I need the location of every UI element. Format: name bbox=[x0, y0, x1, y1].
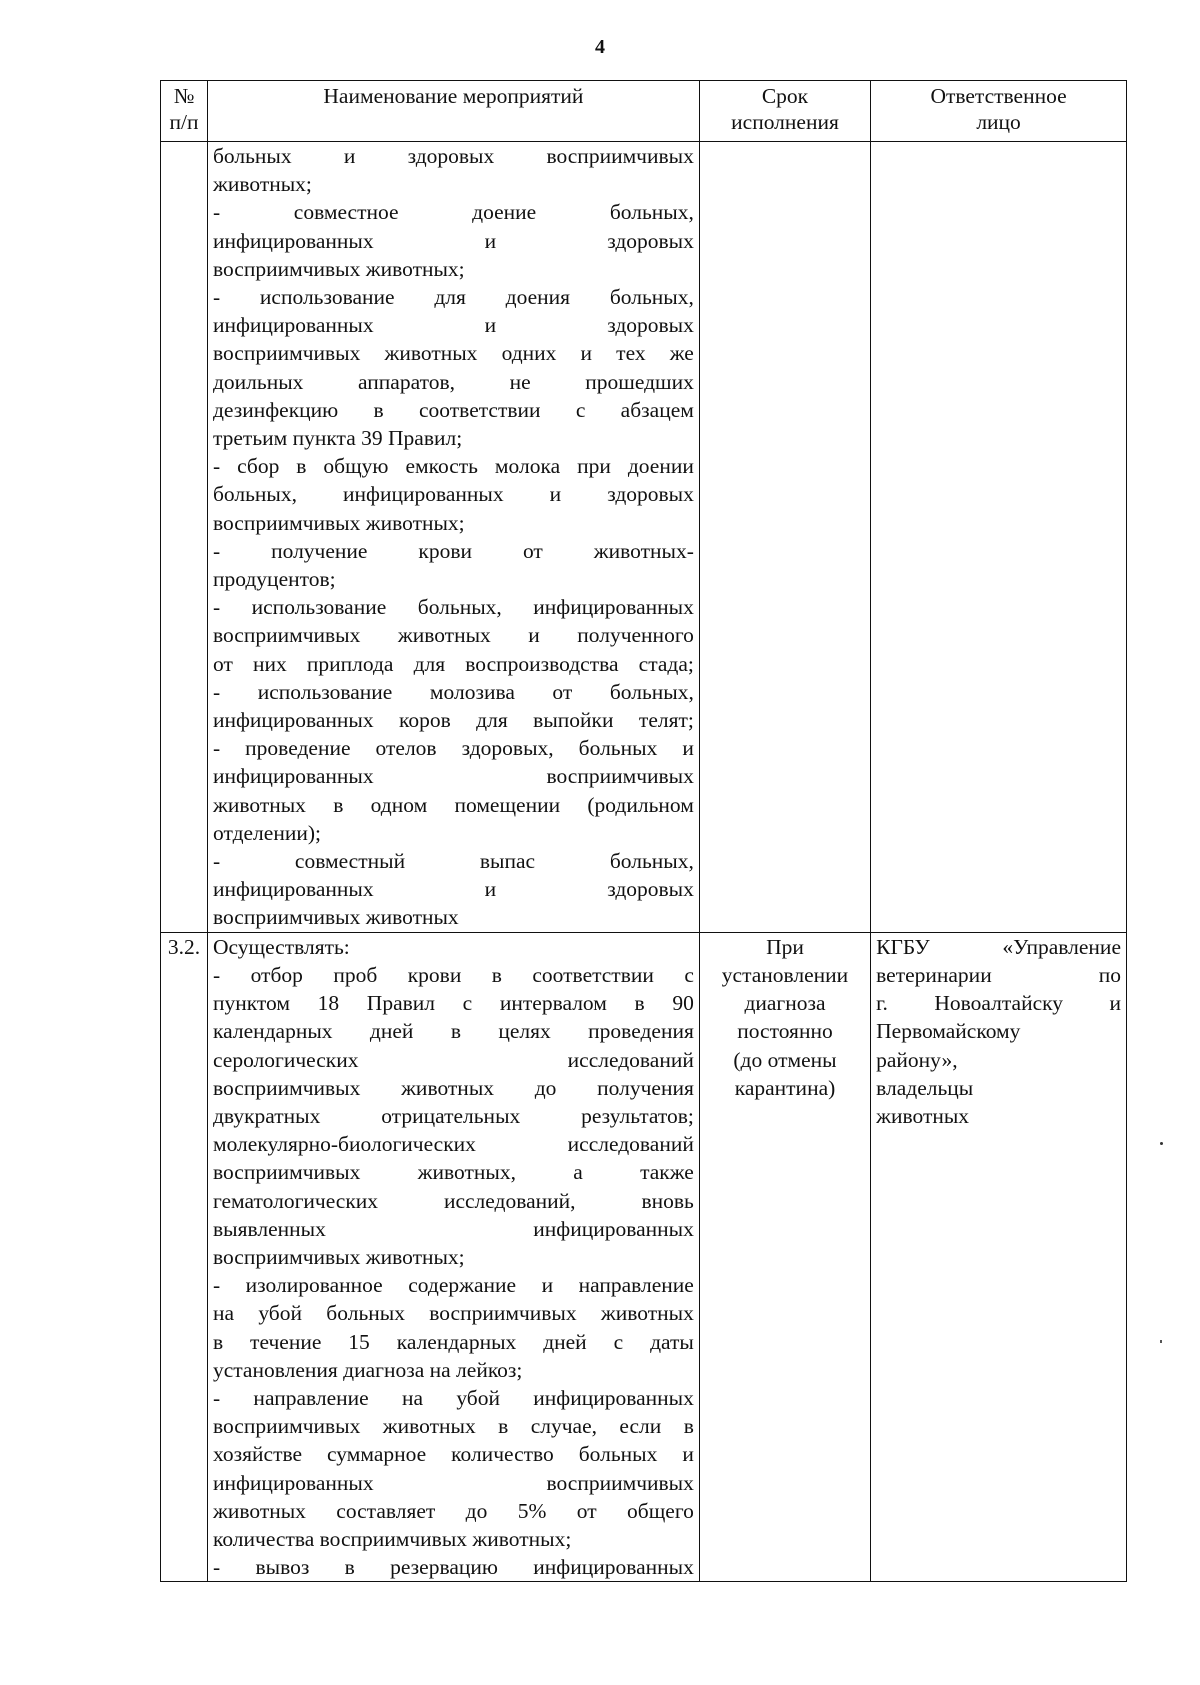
header-num bbox=[161, 81, 208, 142]
deadline-text-line: установлении bbox=[721, 962, 849, 987]
header-date bbox=[699, 81, 870, 142]
deadline-text-line: (до отмены bbox=[733, 1047, 837, 1072]
cell-item-number bbox=[161, 142, 208, 933]
measure-text-line: восприимчивых животных и полученного bbox=[212, 623, 694, 648]
measure-text-line: - направление на убой инфицированных bbox=[212, 1385, 694, 1410]
measure-text-line: продуцентов; bbox=[212, 567, 336, 592]
measure-text-line: выявленных инфицированных bbox=[212, 1216, 694, 1241]
measure-text-line: восприимчивых животных, а также bbox=[212, 1160, 694, 1185]
responsible-text-line: КГБУ «Управление bbox=[876, 934, 1121, 959]
measure-text-line: двукратных отрицательных результатов; bbox=[212, 1103, 694, 1128]
measure-text-line: инфицированных и здоровых bbox=[212, 313, 694, 338]
header-responsible-line-2: лицо bbox=[976, 110, 1021, 134]
measure-text-line: животных составляет до 5% от общего bbox=[212, 1498, 694, 1523]
responsible-text-line: ветеринарии по bbox=[876, 962, 1121, 987]
table-row bbox=[161, 142, 1127, 933]
scan-speck bbox=[1160, 1340, 1162, 1343]
measure-text-line: - использование для доения больных, bbox=[212, 285, 694, 310]
measure-text-line: количества восприимчивых животных; bbox=[212, 1526, 572, 1551]
measure-text-line: отделении); bbox=[212, 820, 321, 845]
responsible-text-line: г. Новоалтайску и bbox=[876, 991, 1121, 1016]
measure-text-line: на убой больных восприимчивых животных bbox=[212, 1301, 694, 1326]
measure-text-line: восприимчивых животных в случае, если в bbox=[212, 1414, 694, 1439]
cell-item-number: 3.2. bbox=[161, 932, 208, 1582]
responsible-text-line: владельцы bbox=[876, 1075, 974, 1100]
measure-text-line: восприимчивых животных одних и тех же bbox=[212, 341, 694, 366]
measure-text-line: восприимчивых животных bbox=[212, 905, 459, 930]
cell-deadline bbox=[699, 932, 870, 1582]
measure-text-line: больных и здоровых восприимчивых bbox=[212, 144, 694, 168]
measure-text-line: дезинфекцию в соответствии с абзацем bbox=[212, 397, 694, 422]
measure-text-line: инфицированных и здоровых bbox=[212, 877, 694, 902]
measure-text-line: - вывоз в резервацию инфицированных bbox=[212, 1555, 694, 1580]
header-num-line-2: п/п bbox=[169, 110, 199, 134]
cell-measure-name bbox=[207, 932, 699, 1582]
responsible-text-line: животных bbox=[876, 1103, 970, 1128]
measure-text-line: гематологических исследований, вновь bbox=[212, 1188, 694, 1213]
measure-text-line: третьим пункта 39 Правил; bbox=[212, 426, 463, 451]
header-responsible-line-1: Ответственное bbox=[930, 84, 1067, 108]
measure-text-line: инфицированных восприимчивых bbox=[212, 1470, 694, 1495]
header-name-line-1: Наименование мероприятий bbox=[323, 84, 584, 108]
page-number: 4 bbox=[595, 36, 605, 58]
measures-table bbox=[160, 80, 1127, 1582]
deadline-text-line: диагноза bbox=[744, 991, 826, 1016]
measure-text-line: календарных дней в целях проведения bbox=[212, 1019, 694, 1044]
deadline-text-line: карантина) bbox=[734, 1075, 836, 1100]
table-header-row bbox=[161, 81, 1127, 142]
measure-text-line: восприимчивых животных; bbox=[212, 256, 465, 281]
measure-text-line: - использование молозива от больных, bbox=[212, 679, 694, 704]
measure-text-line: пунктом 18 Правил с интервалом в 90 bbox=[212, 991, 694, 1016]
measure-text-line: животных в одном помещении (родильном bbox=[212, 792, 694, 817]
measure-text-line: инфицированных и здоровых bbox=[212, 228, 694, 253]
measure-text-line: восприимчивых животных; bbox=[212, 510, 465, 535]
measure-text-line: в течение 15 календарных дней с даты bbox=[212, 1329, 694, 1354]
measure-text-line: животных; bbox=[212, 172, 312, 197]
measure-text-line: инфицированных восприимчивых bbox=[212, 764, 694, 789]
measure-text-line: - изолированное содержание и направление bbox=[212, 1273, 694, 1298]
measure-text-line: молекулярно-биологических исследований bbox=[212, 1132, 694, 1157]
header-name bbox=[207, 81, 699, 142]
measure-text-line: - сбор в общую емкость молока при доении bbox=[212, 454, 694, 479]
measure-text-line: - совместное доение больных, bbox=[212, 200, 694, 225]
deadline-text-line: постоянно bbox=[737, 1019, 833, 1044]
header-date-line-1: Срок bbox=[761, 84, 809, 108]
responsible-text-line: району», bbox=[876, 1047, 958, 1072]
cell-responsible bbox=[871, 932, 1127, 1582]
measure-text-line: Осуществлять: bbox=[212, 934, 350, 959]
measure-text-line: инфицированных коров для выпойки телят; bbox=[212, 708, 694, 733]
header-date-line-2: исполнения bbox=[731, 110, 839, 134]
table-row bbox=[161, 932, 1127, 1582]
cell-responsible bbox=[871, 142, 1127, 933]
responsible-text-line: Первомайскому bbox=[876, 1019, 1021, 1044]
measure-text-line: - использование больных, инфицированных bbox=[212, 595, 694, 620]
deadline-text-line: При bbox=[766, 934, 804, 959]
measure-text-line: - отбор проб крови в соответствии с bbox=[212, 962, 694, 987]
cell-measure-name bbox=[207, 142, 699, 933]
measure-text-line: - совместный выпас больных, bbox=[212, 849, 694, 874]
cell-deadline bbox=[699, 142, 870, 933]
header-responsible bbox=[871, 81, 1127, 142]
measure-text-line: установления диагноза на лейкоз; bbox=[212, 1357, 523, 1382]
measure-text-line: больных, инфицированных и здоровых bbox=[212, 482, 694, 507]
measure-text-line: доильных аппаратов, не прошедших bbox=[212, 369, 694, 394]
measure-text-line: восприимчивых животных до получения bbox=[212, 1075, 694, 1100]
measure-text-line: восприимчивых животных; bbox=[212, 1244, 465, 1269]
header-num-line-1: № bbox=[173, 84, 195, 108]
measure-text-line: - получение крови от животных- bbox=[212, 538, 694, 563]
measure-text-line: - проведение отелов здоровых, больных и bbox=[212, 736, 694, 761]
measure-text-line: серологических исследований bbox=[212, 1047, 694, 1072]
scan-speck bbox=[1160, 1142, 1163, 1145]
measure-text-line: от них приплода для воспроизводства стада; bbox=[212, 651, 694, 676]
measure-text-line: хозяйстве суммарное количество больных и bbox=[212, 1442, 694, 1467]
